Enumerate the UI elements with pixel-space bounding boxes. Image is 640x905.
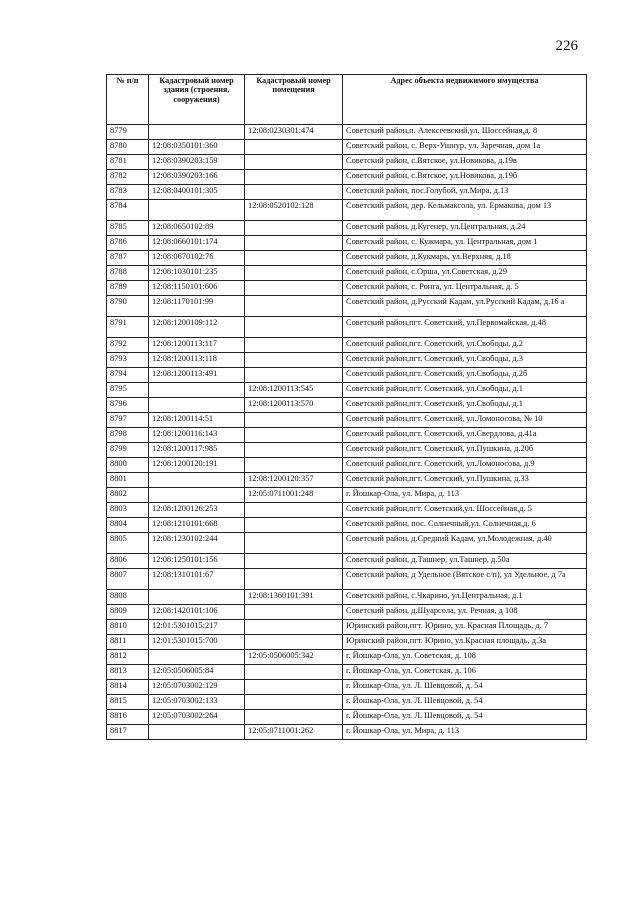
row-number-cell: 8814 (107, 680, 149, 695)
room-cadastral-cell: 12:08:1200120:357 (245, 473, 343, 488)
address-cell: г. Йошкар-Ола, ул. Мира, д. 113 (343, 725, 587, 740)
room-cadastral-cell: 12:05:0711001:262 (245, 725, 343, 740)
building-cadastral-cell: 12:08:1030101:235 (149, 266, 245, 281)
table-body (107, 125, 587, 740)
room-cadastral-cell (245, 443, 343, 458)
row-number-cell: 8782 (107, 170, 149, 185)
table-row (107, 443, 587, 458)
row-number-cell: 8811 (107, 635, 149, 650)
row-number-cell: 8803 (107, 503, 149, 518)
building-cadastral-cell: 12:08:1200113:118 (149, 353, 245, 368)
address-cell: Советский район,пгт. Советский, ул.Свободы, д.1 (343, 398, 587, 413)
table-row (107, 338, 587, 353)
table-row (107, 680, 587, 695)
address-cell: Советский район, с.Вятское, ул.Новикова, д.19б (343, 170, 587, 185)
header-row (107, 75, 587, 125)
room-cadastral-cell (245, 665, 343, 680)
building-cadastral-cell: 12:05:0506005:84 (149, 665, 245, 680)
table-row (107, 383, 587, 398)
address-cell: г. Йошкар-Ола, ул. Л. Шевцовой, д. 54 (343, 710, 587, 725)
row-number-cell: 8792 (107, 338, 149, 353)
building-cadastral-cell (149, 488, 245, 503)
room-cadastral-cell (245, 368, 343, 383)
row-number-cell: 8796 (107, 398, 149, 413)
header-building-cadastral-number: Кадастровый номер здания (строения, сооружения) (149, 75, 245, 125)
address-cell: Советский район, с. Кужмара, ул. Центральная, дом 1 (343, 236, 587, 251)
building-cadastral-cell (149, 398, 245, 413)
table-row (107, 398, 587, 413)
row-number-cell: 8779 (107, 125, 149, 140)
address-cell: Советский район,пгт. Советский, ул.Свободы, д.3 (343, 353, 587, 368)
address-cell: Советский район, с. Ронга, ул. Центральная, д. 5 (343, 281, 587, 296)
row-number-cell: 8801 (107, 473, 149, 488)
address-cell: Советский район, д Удельное (Вятское с/п), ул Удельное, д 7а (343, 569, 587, 590)
row-number-cell: 8783 (107, 185, 149, 200)
building-cadastral-cell (149, 200, 245, 221)
row-number-cell: 8787 (107, 251, 149, 266)
room-cadastral-cell (245, 236, 343, 251)
address-cell: Советский район,пгт. Советский, ул.Свободы, д.2б (343, 368, 587, 383)
building-cadastral-cell: 12:08:0390203:159 (149, 155, 245, 170)
table-row (107, 155, 587, 170)
address-cell: Советский район, с.Орша, ул.Советская, д.29 (343, 266, 587, 281)
room-cadastral-cell (245, 353, 343, 368)
row-number-cell: 8808 (107, 590, 149, 605)
address-cell: Советский район,пгт. Советский, ул.Пушкина, д.20б (343, 443, 587, 458)
row-number-cell: 8786 (107, 236, 149, 251)
room-cadastral-cell (245, 317, 343, 338)
building-cadastral-cell (149, 590, 245, 605)
address-cell: Советский район, пос.Голубой, ул.Мира, д.13 (343, 185, 587, 200)
row-number-cell: 8813 (107, 665, 149, 680)
address-cell: Советский район,пгт. Советский, ул.Свободы, д.2 (343, 338, 587, 353)
table-row (107, 251, 587, 266)
room-cadastral-cell: 12:08:1360101:391 (245, 590, 343, 605)
room-cadastral-cell: 12:05:0711001:248 (245, 488, 343, 503)
row-number-cell: 8806 (107, 554, 149, 569)
building-cadastral-cell: 12:08:1210101:668 (149, 518, 245, 533)
address-cell: г. Йошкар-Ола, ул. Л. Шевцовой, д. 54 (343, 695, 587, 710)
row-number-cell: 8795 (107, 383, 149, 398)
row-number-cell: 8791 (107, 317, 149, 338)
address-cell: Советский район, д.Кукмарь, ул.Верхняя, д.18 (343, 251, 587, 266)
row-number-cell: 8816 (107, 710, 149, 725)
table-row (107, 458, 587, 473)
row-number-cell: 8807 (107, 569, 149, 590)
table-row (107, 605, 587, 620)
row-number-cell: 8781 (107, 155, 149, 170)
room-cadastral-cell (245, 605, 343, 620)
table-row (107, 554, 587, 569)
room-cadastral-cell (245, 428, 343, 443)
building-cadastral-cell: 12:05:0703002:264 (149, 710, 245, 725)
room-cadastral-cell: 12:08:0230301:474 (245, 125, 343, 140)
address-cell: г. Йошкар-Ола, ул. Л. Шевцовой, д. 54 (343, 680, 587, 695)
address-cell: Советский район, д.Кугенер, ул.Центральная, д.24 (343, 221, 587, 236)
row-number-cell: 8797 (107, 413, 149, 428)
address-cell: г. Йошкар-Ола, ул. Советская, д. 108 (343, 650, 587, 665)
address-cell: Советский район,пгт. Советский, ул.Пушкина, д.33 (343, 473, 587, 488)
address-cell: Советский район, пос. Солнечный,ул. Солнечная,д. 6 (343, 518, 587, 533)
row-number-cell: 8793 (107, 353, 149, 368)
row-number-cell: 8800 (107, 458, 149, 473)
header-room-cadastral-number: Кадастровый номер помещения (245, 75, 343, 125)
table-row (107, 125, 587, 140)
room-cadastral-cell (245, 140, 343, 155)
table-row (107, 236, 587, 251)
table-row (107, 503, 587, 518)
building-cadastral-cell: 12:08:0350101:360 (149, 140, 245, 155)
building-cadastral-cell: 12:08:0650102:89 (149, 221, 245, 236)
address-cell: Советский район, с.Вятское, ул.Новикова, д.19в (343, 155, 587, 170)
building-cadastral-cell: 12:08:1170101:99 (149, 296, 245, 317)
room-cadastral-cell (245, 554, 343, 569)
header-row-number: № п/п (107, 75, 149, 125)
address-cell: Советский район,пгт. Советский, ул.Ломоносова, № 10 (343, 413, 587, 428)
building-cadastral-cell: 12:08:1200113:117 (149, 338, 245, 353)
building-cadastral-cell: 12:08:1200117:985 (149, 443, 245, 458)
row-number-cell: 8794 (107, 368, 149, 383)
room-cadastral-cell (245, 251, 343, 266)
room-cadastral-cell (245, 413, 343, 428)
building-cadastral-cell: 12:05:0703002:133 (149, 695, 245, 710)
table-row (107, 620, 587, 635)
table-row (107, 533, 587, 554)
building-cadastral-cell: 12:08:1200126:253 (149, 503, 245, 518)
table-row (107, 428, 587, 443)
building-cadastral-cell: 12:08:1200109:112 (149, 317, 245, 338)
room-cadastral-cell: 12:05:0506005:342 (245, 650, 343, 665)
table-row (107, 635, 587, 650)
page-number: 226 (555, 38, 578, 54)
address-cell: Советский район,пгт. Советский, ул.Свердлова, д.41а (343, 428, 587, 443)
building-cadastral-cell: 12:08:1200120:191 (149, 458, 245, 473)
building-cadastral-cell (149, 725, 245, 740)
building-cadastral-cell: 12:05:0703002:129 (149, 680, 245, 695)
room-cadastral-cell (245, 185, 343, 200)
room-cadastral-cell (245, 635, 343, 650)
address-cell: Советский район, с.Чкарино, ул.Центральная, д.1 (343, 590, 587, 605)
room-cadastral-cell (245, 533, 343, 554)
row-number-cell: 8798 (107, 428, 149, 443)
address-cell: г. Йошкар-Ола, ул. Мира, д. 113 (343, 488, 587, 503)
room-cadastral-cell (245, 710, 343, 725)
row-number-cell: 8809 (107, 605, 149, 620)
table-row (107, 413, 587, 428)
table-row (107, 281, 587, 296)
table-row (107, 266, 587, 281)
building-cadastral-cell: 12:08:0670102:76 (149, 251, 245, 266)
table-row (107, 353, 587, 368)
room-cadastral-cell (245, 155, 343, 170)
table-row (107, 170, 587, 185)
address-cell: Советский район,пгт. Советский, ул.Свободы, д.1 (343, 383, 587, 398)
row-number-cell: 8804 (107, 518, 149, 533)
address-cell: Советский район, д.Шуарсола, ул. Речная, д 108 (343, 605, 587, 620)
table-row (107, 488, 587, 503)
address-cell: Советский район, с. Верх-Ушнур, ул. Заречная, дом 1а (343, 140, 587, 155)
building-cadastral-cell (149, 125, 245, 140)
header-property-address: Адрес объекта недвижимого имущества (343, 75, 587, 125)
table-row (107, 221, 587, 236)
address-cell: Советский район, д.Русский Кадам, ул.Русский Кадам, д.16 а (343, 296, 587, 317)
table-row (107, 590, 587, 605)
row-number-cell: 8790 (107, 296, 149, 317)
table-row (107, 569, 587, 590)
building-cadastral-cell: 12:08:0400101:305 (149, 185, 245, 200)
building-cadastral-cell: 12:08:0390203:166 (149, 170, 245, 185)
row-number-cell: 8788 (107, 266, 149, 281)
room-cadastral-cell (245, 170, 343, 185)
building-cadastral-cell: 12:08:0660101:174 (149, 236, 245, 251)
room-cadastral-cell: 12:08:0520102:128 (245, 200, 343, 221)
row-number-cell: 8810 (107, 620, 149, 635)
building-cadastral-cell: 12:08:1200114:51 (149, 413, 245, 428)
row-number-cell: 8784 (107, 200, 149, 221)
table-header (107, 75, 587, 125)
row-number-cell: 8780 (107, 140, 149, 155)
room-cadastral-cell (245, 296, 343, 317)
address-cell: Юринский район,пгт. Юрино, ул.Красная площадь, д.3а (343, 635, 587, 650)
room-cadastral-cell: 12:08:1200113:570 (245, 398, 343, 413)
building-cadastral-cell (149, 383, 245, 398)
address-cell: Советский район, д.Ташнер, ул.Ташнер, д.50а (343, 554, 587, 569)
table-row (107, 200, 587, 221)
room-cadastral-cell (245, 338, 343, 353)
room-cadastral-cell (245, 695, 343, 710)
address-cell: Советский район, дер. Кельмаксола, ул. Ермакова, дом 13 (343, 200, 587, 221)
table-row (107, 650, 587, 665)
row-number-cell: 8815 (107, 695, 149, 710)
table-row (107, 473, 587, 488)
row-number-cell: 8802 (107, 488, 149, 503)
room-cadastral-cell (245, 281, 343, 296)
building-cadastral-cell: 12:08:1150101:606 (149, 281, 245, 296)
row-number-cell: 8805 (107, 533, 149, 554)
building-cadastral-cell: 12:01:5301015:217 (149, 620, 245, 635)
building-cadastral-cell: 12:08:1250101:156 (149, 554, 245, 569)
row-number-cell: 8812 (107, 650, 149, 665)
table-row (107, 725, 587, 740)
building-cadastral-cell: 12:08:1420101:106 (149, 605, 245, 620)
room-cadastral-cell (245, 620, 343, 635)
table-row (107, 695, 587, 710)
room-cadastral-cell (245, 680, 343, 695)
row-number-cell: 8817 (107, 725, 149, 740)
table-row (107, 296, 587, 317)
address-cell: Советский район, д.Средний Кадам, ул.Молодежная, д.40 (343, 533, 587, 554)
table-row (107, 368, 587, 383)
building-cadastral-cell: 12:08:1310101:67 (149, 569, 245, 590)
room-cadastral-cell (245, 518, 343, 533)
room-cadastral-cell (245, 266, 343, 281)
address-cell: Юринский район,пгт. Юрино, ул. Красная Площадь, д. 7 (343, 620, 587, 635)
room-cadastral-cell (245, 569, 343, 590)
address-cell: Советский район,пгт. Советский,ул. Шоссейная,д. 5 (343, 503, 587, 518)
table-row (107, 710, 587, 725)
building-cadastral-cell: 12:08:1200113:491 (149, 368, 245, 383)
row-number-cell: 8785 (107, 221, 149, 236)
row-number-cell: 8799 (107, 443, 149, 458)
property-registry-table (106, 74, 587, 740)
building-cadastral-cell: 12:08:1230102:244 (149, 533, 245, 554)
room-cadastral-cell (245, 503, 343, 518)
address-cell: Советский район,пгт. Советский, ул.Первомайская, д.48 (343, 317, 587, 338)
table-row (107, 317, 587, 338)
building-cadastral-cell: 12:08:1200116:143 (149, 428, 245, 443)
room-cadastral-cell (245, 458, 343, 473)
table-row (107, 665, 587, 680)
address-cell: Советский район,пгт. Советский, ул.Ломоносова, д.9 (343, 458, 587, 473)
address-cell: г. Йошкар-Ола, ул. Советская, д. 106 (343, 665, 587, 680)
table-row (107, 140, 587, 155)
row-number-cell: 8789 (107, 281, 149, 296)
building-cadastral-cell (149, 650, 245, 665)
building-cadastral-cell: 12:01:5301015:700 (149, 635, 245, 650)
room-cadastral-cell: 12:08:1200113:545 (245, 383, 343, 398)
table-row (107, 185, 587, 200)
room-cadastral-cell (245, 221, 343, 236)
building-cadastral-cell (149, 473, 245, 488)
address-cell: Советский район,п. Алексеевский,ул. Шоссейная,д. 8 (343, 125, 587, 140)
table-row (107, 518, 587, 533)
